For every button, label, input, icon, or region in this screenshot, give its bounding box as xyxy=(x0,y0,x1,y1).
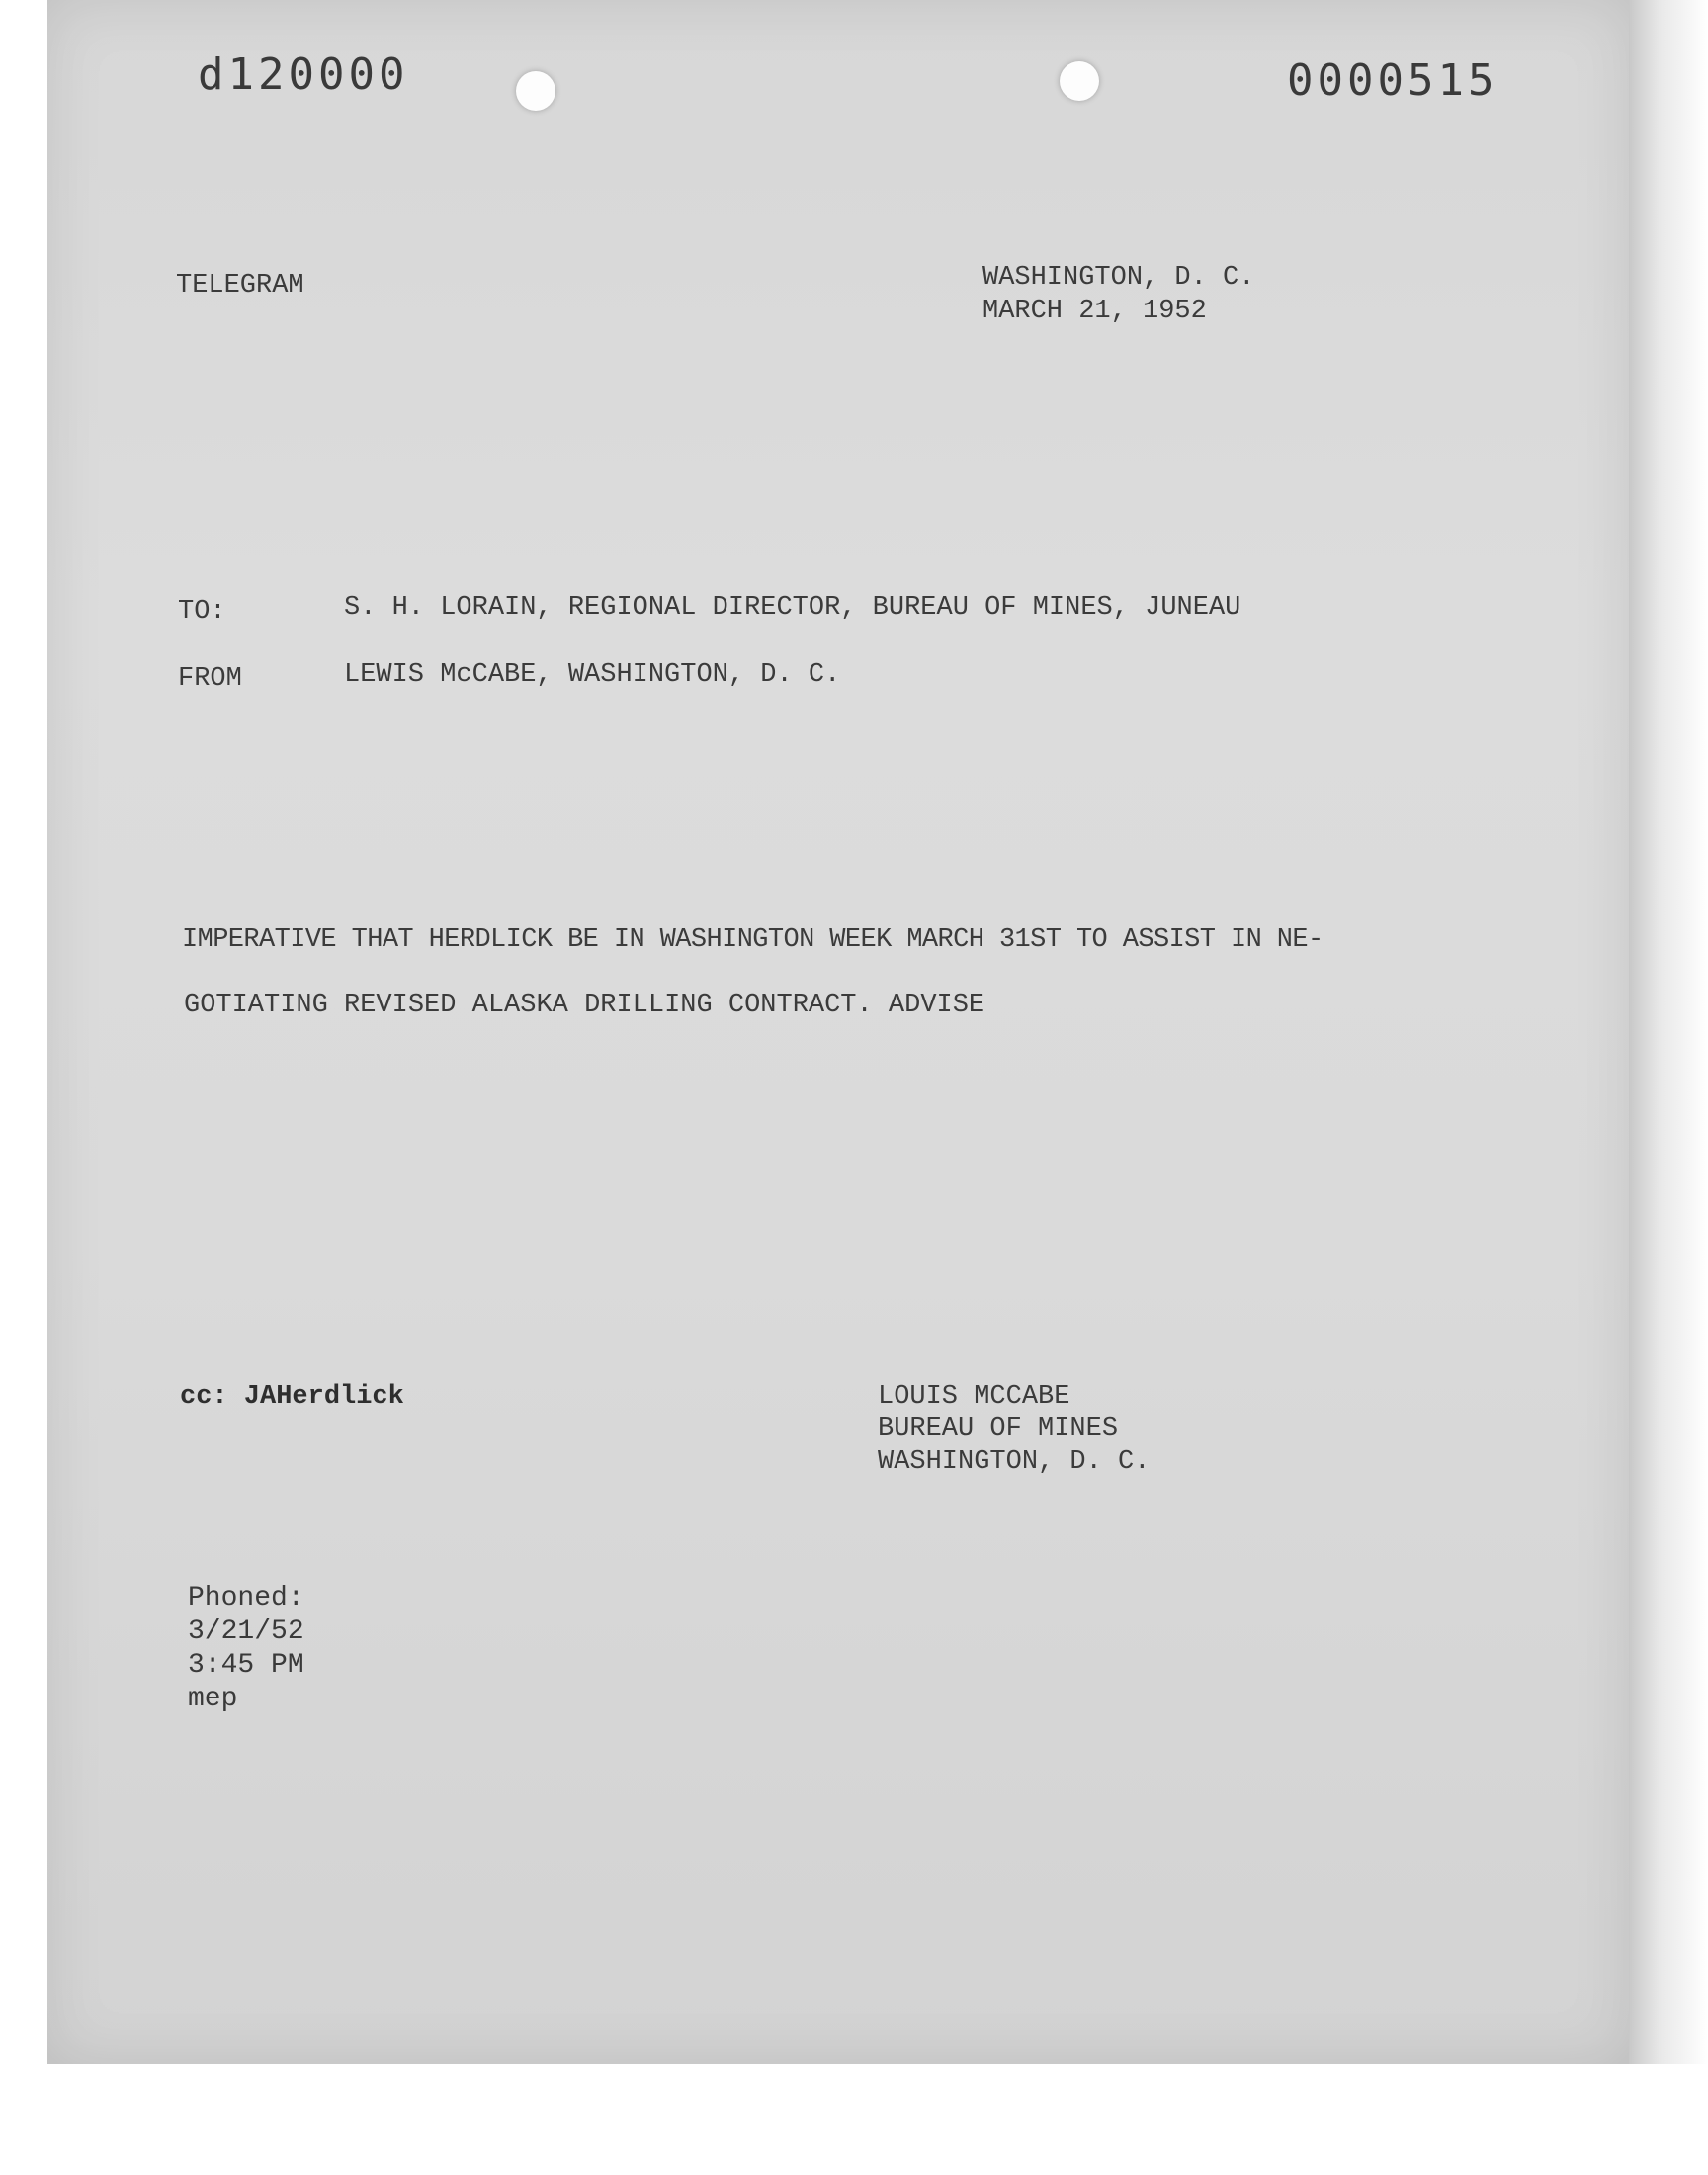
punch-hole-left xyxy=(516,71,555,111)
phoned-initials: mep xyxy=(188,1684,238,1714)
to-label: TO: xyxy=(178,597,226,627)
phoned-date: 3/21/52 xyxy=(188,1616,304,1647)
signature-name: LOUIS MCCABE xyxy=(878,1382,1070,1412)
punch-hole-right xyxy=(1060,61,1099,101)
signature-place: WASHINGTON, D. C. xyxy=(878,1447,1151,1477)
page-edge xyxy=(1629,0,1708,2064)
from-label: FROM xyxy=(178,664,242,694)
stamp-number-left: d120000 xyxy=(198,49,409,100)
from-value: LEWIS McCABE, WASHINGTON, D. C. xyxy=(344,660,841,690)
body-line-1: IMPERATIVE THAT HERDLICK BE IN WASHINGTON WEEK MARCH 31ST TO ASSIST IN NE- xyxy=(182,925,1324,955)
to-value: S. H. LORAIN, REGIONAL DIRECTOR, BUREAU OF MINES, JUNEAU xyxy=(344,593,1241,623)
document-page xyxy=(47,0,1629,2064)
phoned-time: 3:45 PM xyxy=(188,1650,304,1681)
cc-line: cc: JAHerdlick xyxy=(180,1382,404,1412)
stamp-number-right: 0000515 xyxy=(1287,55,1498,106)
signature-org: BUREAU OF MINES xyxy=(878,1414,1119,1443)
phoned-label: Phoned: xyxy=(188,1583,304,1613)
header-date: MARCH 21, 1952 xyxy=(982,297,1207,326)
header-place: WASHINGTON, D. C. xyxy=(982,263,1255,293)
document-type: TELEGRAM xyxy=(176,271,304,301)
body-line-2: GOTIATING REVISED ALASKA DRILLING CONTRACT. ADVISE xyxy=(184,991,985,1020)
